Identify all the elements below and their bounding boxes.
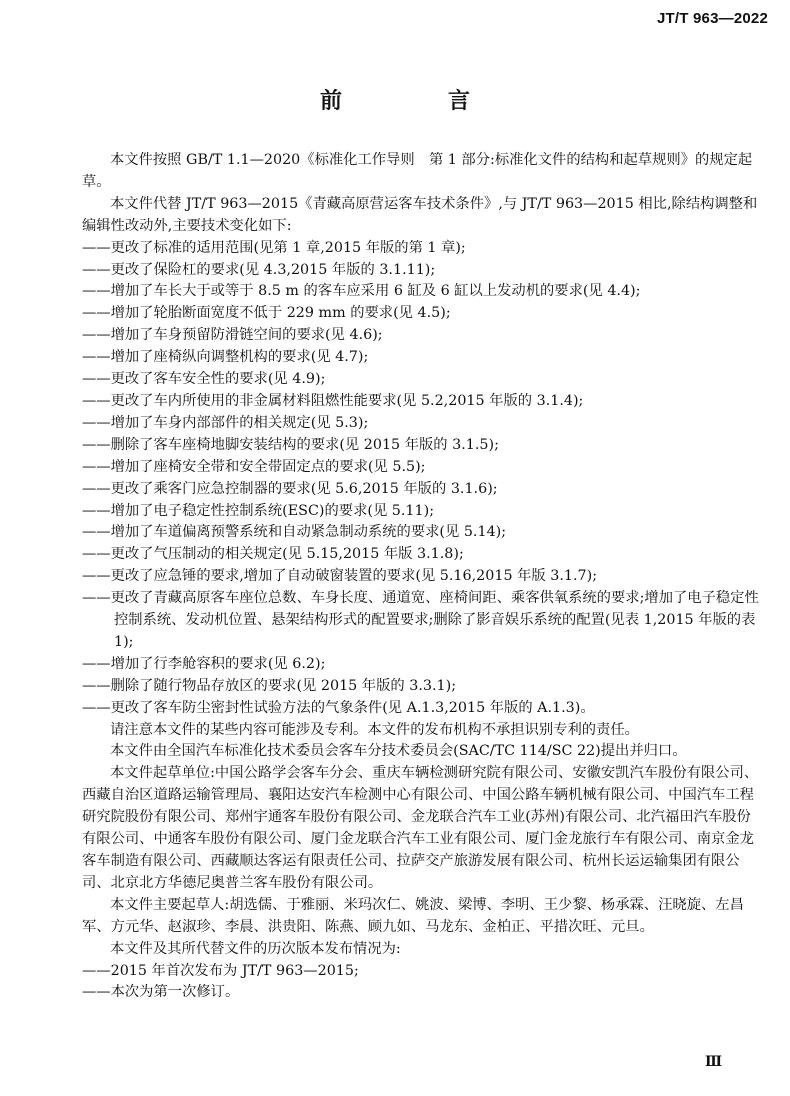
change-item: ——增加了电子稳定性控制系统(ESC)的要求(见 5.11); [82,502,435,519]
change-item: ——删除了客车座椅地脚安装结构的要求(见 2015 年版的 3.1.5); [82,436,499,453]
change-item: ——更改了标准的适用范围(见第 1 章,2015 年版的第 1 章); [82,239,466,256]
page-title: 前 言 [319,89,512,114]
change-item: ——增加了行李舱容积的要求(见 6.2); [82,655,326,672]
change-item: ——更改了气压制动的相关规定(见 5.15,2015 年版 3.1.8); [82,546,464,563]
change-item: ——增加了轮胎断面宽度不低于 229 mm 的要求(见 4.5); [82,305,451,322]
change-list [82,238,762,720]
intro-paragraph-2: 本文件代替 JT/T 963—2015《青藏高原营运客车技术条件》,与 JT/T 963—2015 相比,除结构调整和编辑性改动外,主要技术变化如下: [82,195,758,234]
drafting-units: 本文件起草单位:中国公路学会客车分会、重庆车辆检测研究院有限公司、安徽安凯汽车股份有限公司、西藏自治区道路运输管理局、襄阳达安汽车检测中心有限公司、中国公路车辆机械有限公司、中国汽车工程研究院股份有限公司、郑州宇通客车股份有限公司、金龙联合汽车工业(苏州)有限公司、北汽福田汽车股份有限公司、中通客车股份有限公司、厦门金龙联合汽车工业有限公司、厦门金龙旅行车有限公司、南京金龙客车制造有限公司、西藏顺达客运有限责任公司、拉萨交产旅游发展有限公司、杭州长运运输集团有限公司、北京北方华德尼奥普兰客车股份有限公司。 [82,765,759,891]
change-item: ——更改了保险杠的要求(见 4.3,2015 年版的 3.1.11); [82,261,436,278]
document-body [82,150,762,1004]
change-item: ——更改了青藏高原客车座位总数、车身长度、通道宽、座椅间距、乘客供氧系统的要求;增加了电子稳定性控制系统、发动机位置、悬架结构形式的配置要求;删除了影音娱乐系统的配置(见表 1,2015 年版的表 1); [82,590,759,650]
change-item: ——更改了客车安全性的要求(见 4.9); [82,371,326,388]
change-item: ——更改了乘客门应急控制器的要求(见 5.6,2015 年版的 3.1.6); [82,480,498,497]
change-item: ——增加了车身内部部件的相关规定(见 5.3); [82,414,369,431]
change-item: ——增加了车身预留防滑链空间的要求(见 4.6); [82,327,383,344]
change-item: ——更改了应急锤的要求,增加了自动破窗装置的要求(见 5.16,2015 年版 3.1.7); [82,568,598,585]
history-item: ——本次为第一次修订。 [82,984,240,1001]
patent-note: 请注意本文件的某些内容可能涉及专利。本文件的发布机构不承担识别专利的责任。 [110,721,639,738]
change-item: ——增加了座椅纵向调整机构的要求(见 4.7); [82,349,369,366]
document-code: JT/T 963—2022 [657,10,768,27]
drafters: 本文件主要起草人:胡选儒、于雅丽、米玛次仁、姚波、梁博、李明、王少黎、杨承霖、汪晓旋、左昌军、方元华、赵淑珍、李晨、洪贵阳、陈燕、顾九如、马龙东、金柏正、平措次旺、元旦。 [82,896,744,935]
change-item: ——更改了客车防尘密封性试验方法的气象条件(见 A.1.3,2015 年版的 A.1.3)。 [82,699,595,716]
change-item: ——增加了车道偏离预警系统和自动紧急制动系统的要求(见 5.14); [82,524,507,541]
change-item: ——增加了车长大于或等于 8.5 m 的客车应采用 6 缸及 6 缸以上发动机的要求(见 4.4); [82,283,641,300]
change-item: ——删除了随行物品存放区的要求(见 2015 年版的 3.3.1); [82,677,457,694]
history-item: ——2015 年首次发布为 JT/T 963—2015; [82,962,359,979]
history-intro: 本文件及其所代替文件的历次版本发布情况为: [110,940,401,957]
history-list [82,961,762,1005]
change-item: ——更改了车内所使用的非金属材料阻燃性能要求(见 5.2,2015 年版的 3.1.4); [82,392,584,409]
page-number: Ⅲ [704,1054,722,1070]
proposer-note: 本文件由全国汽车标准化技术委员会客车分技术委员会(SAC/TC 114/SC 22)提出并归口。 [110,743,687,760]
intro-paragraph-1: 本文件按照 GB/T 1.1—2020《标准化工作导则 第 1 部分:标准化文件的结构和起草规则》的规定起草。 [82,152,753,190]
change-item: ——增加了座椅安全带和安全带固定点的要求(见 5.5); [82,458,426,475]
